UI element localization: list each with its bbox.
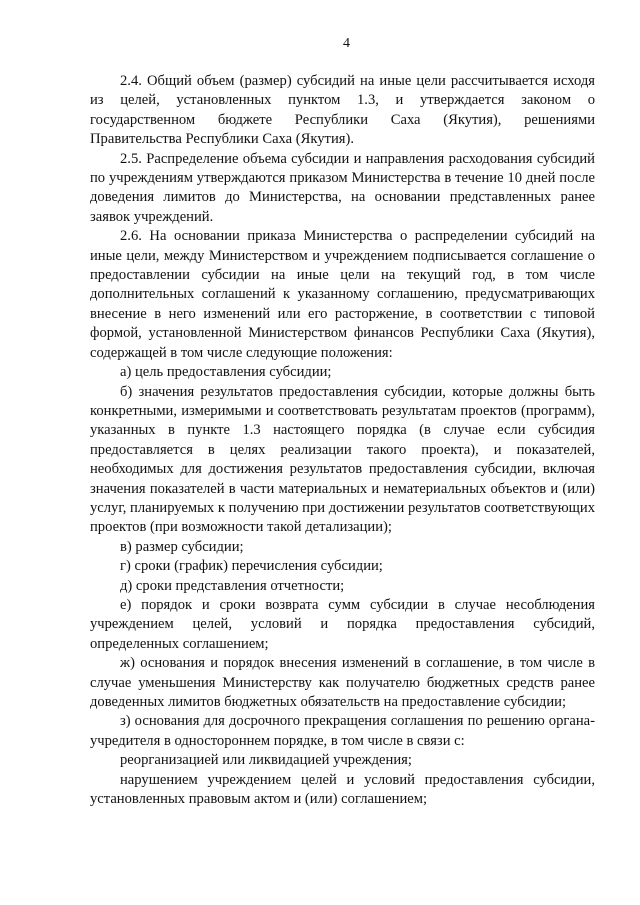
list-item-z: з) основания для досрочного прекращения соглашения по решению органа-учредителя в одностороннем порядке, в том числе в связи с:: [90, 713, 595, 749]
list-item-g: г) сроки (график) перечисления субсидии;: [120, 558, 383, 575]
list-item-zh: ж) основания и порядок внесения изменений в соглашение, в том числе в случае уменьшения Министерству как получателю бюджетных средств ранее доведенных лимитов бюджетных обязательств на предоставление субсидии;: [90, 655, 595, 710]
sub-item-violation: нарушением учреждением целей и условий предоставления субсидии, установленных правовым актом и (или) соглашением;: [90, 771, 595, 808]
page-number: 4: [343, 36, 350, 51]
paragraph-2-5: 2.5. Распределение объема субсидии и направления расходования субсидий по учреждениям утверждаются приказом Министерства в течение 10 дней после доведения лимитов до Министерства, на основании представленных ранее заявок учреждений.: [90, 150, 595, 225]
list-item-b: б) значения результатов предоставления субсидии, которые должны быть конкретными, измеримыми и соответствовать результатам проектов (программ), указанных в пункте 1.3 настоящего порядка (в случае если субсидия предоставляется в целях реализации такого проекта), и показателей, необходимых для достижения результатов предоставления субсидии, включая значения показателей в части материальных и нематериальных объектов и (или) услуг, планируемых к получению при достижении результатов соответствующих проектов (при возможности такой детализации);: [90, 383, 595, 536]
paragraph-2-4: 2.4. Общий объем (размер) субсидий на иные цели рассчитывается исходя из целей, установленных пунктом 1.3, и утверждается законом о государственном бюджете Республики Саха (Якутия), решениями Правительства Республики Саха (Якутия).: [90, 73, 595, 148]
list-item-a: а) цель предоставления субсидии;: [120, 364, 332, 381]
list-item-e: е) порядок и сроки возврата сумм субсидии в случае несоблюдения учреждением целей, условий и порядка предоставления субсидий, определенных соглашением;: [90, 596, 595, 652]
list-item-v: в) размер субсидии;: [120, 538, 244, 555]
sub-item-reorganization: реорганизацией или ликвидацией учреждения;: [120, 752, 412, 769]
list-item-d: д) сроки представления отчетности;: [120, 577, 345, 594]
paragraph-2-6: 2.6. На основании приказа Министерства о распределении субсидий на иные цели, между Министерством и учреждением подписывается соглашение о предоставлении субсидии на иные цели на текущий год, в том числе дополнительных соглашений к указанному соглашению, предусматривающих внесение в него изменений или его расторжение, в соответствии с типовой формой, установленной Министерством финансов Республики Саха (Якутия), содержащей в том числе следующие положения:: [90, 228, 595, 361]
